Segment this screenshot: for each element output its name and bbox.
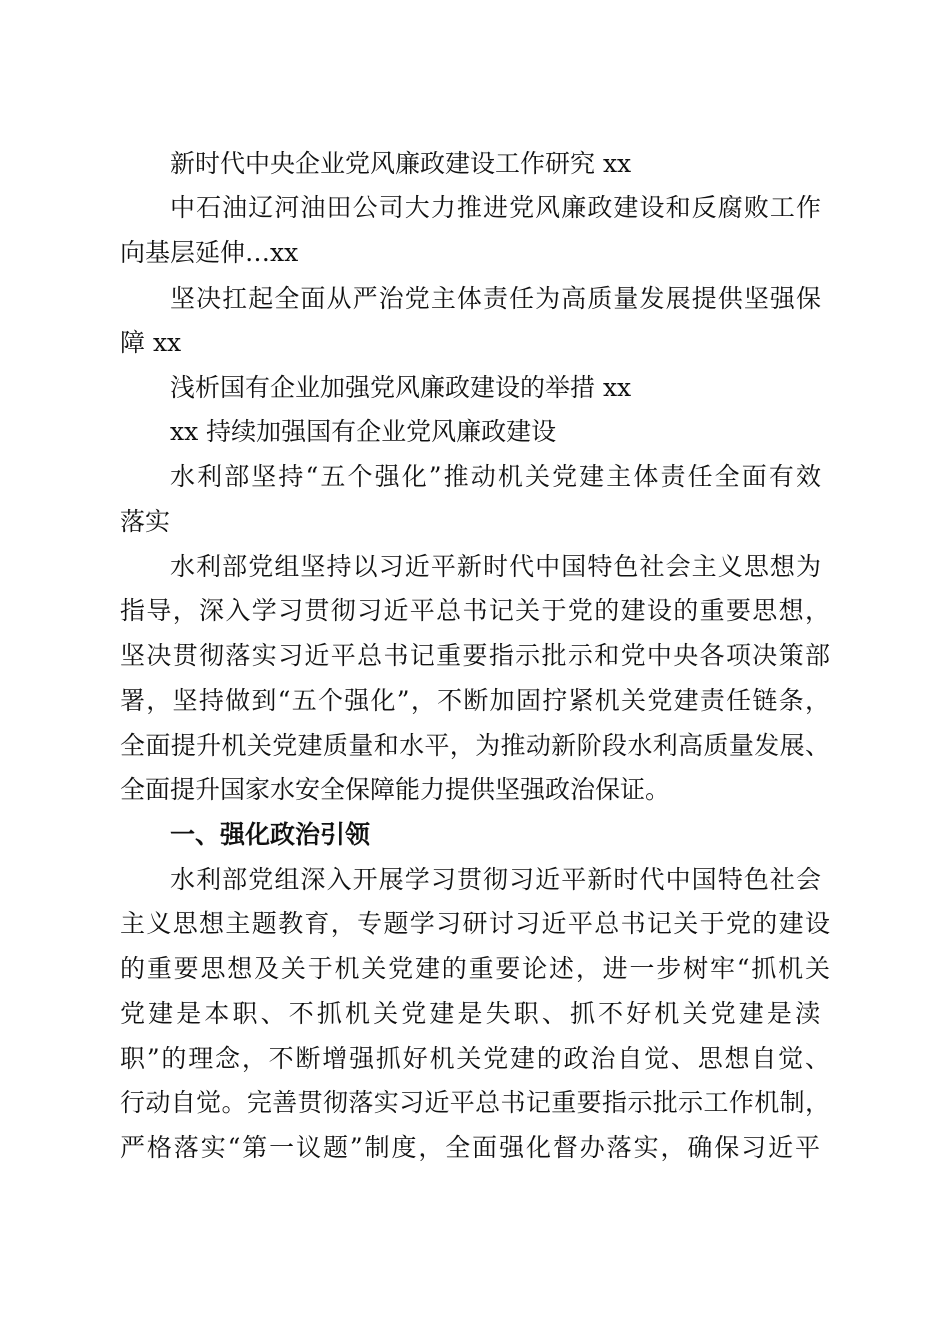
intro-paragraph-line-2: 指导，深入学习贯彻习近平总书记关于党的建设的重要思想， xyxy=(120,596,830,625)
intro-paragraph-line-6: 全面提升国家水安全保障能力提供坚强政治保证。 xyxy=(120,775,671,804)
toc-item-4-line-1: 浅析国有企业加强党风廉政建设的举措 xx xyxy=(170,373,632,402)
intro-paragraph-line-3: 坚决贯彻落实习近平总书记重要指示批示和党中央各项决策部 xyxy=(120,641,830,670)
toc-item-1-line-1: 新时代中央企业党风廉政建设工作研究 xx xyxy=(170,149,632,178)
intro-paragraph-line-5: 全面提升机关党建质量和水平，为推动新阶段水利高质量发展、 xyxy=(120,731,830,760)
section-1-line-6: 行动自觉。完善贯彻落实习近平总书记重要指示批示工作机制， xyxy=(120,1088,830,1117)
section-1-line-5: 职”的理念，不断增强抓好机关党建的政治自觉、思想自觉、 xyxy=(120,1044,830,1073)
toc-item-2-line-2: 向基层延伸…xx xyxy=(120,238,299,267)
toc-item-5-line-1: xx 持续加强国有企业党风廉政建设 xyxy=(170,417,557,446)
section-1-line-3: 的重要思想及关于机关党建的重要论述，进一步树牢“抓机关 xyxy=(120,954,830,983)
toc-item-3-line-2: 障 xx xyxy=(120,328,182,357)
toc-item-2-line-1: 中石油辽河油田公司大力推进党风廉政建设和反腐败工作 xyxy=(170,193,821,222)
section-1-line-4: 党建是本职、不抓机关党建是失职、抓不好机关党建是渎 xyxy=(120,999,820,1028)
toc-item-3-line-1: 坚决扛起全面从严治党主体责任为高质量发展提供坚强保 xyxy=(170,284,821,313)
article-title-line-1: 水利部坚持“五个强化”推动机关党建主体责任全面有效 xyxy=(170,462,821,491)
intro-paragraph-line-1: 水利部党组坚持以习近平新时代中国特色社会主义思想为 xyxy=(170,552,821,581)
article-title-line-2: 落实 xyxy=(120,507,171,536)
section-1-heading: 一、强化政治引领 xyxy=(170,820,371,849)
section-1-line-7: 严格落实“第一议题”制度，全面强化督办落实，确保习近平 xyxy=(120,1133,820,1162)
section-1-line-2: 主义思想主题教育，专题学习研讨习近平总书记关于党的建设 xyxy=(120,909,830,938)
section-1-line-1: 水利部党组深入开展学习贯彻习近平新时代中国特色社会 xyxy=(170,865,821,894)
intro-paragraph-line-4: 署，坚持做到“五个强化”，不断加固拧紧机关党建责任链条， xyxy=(120,686,830,715)
